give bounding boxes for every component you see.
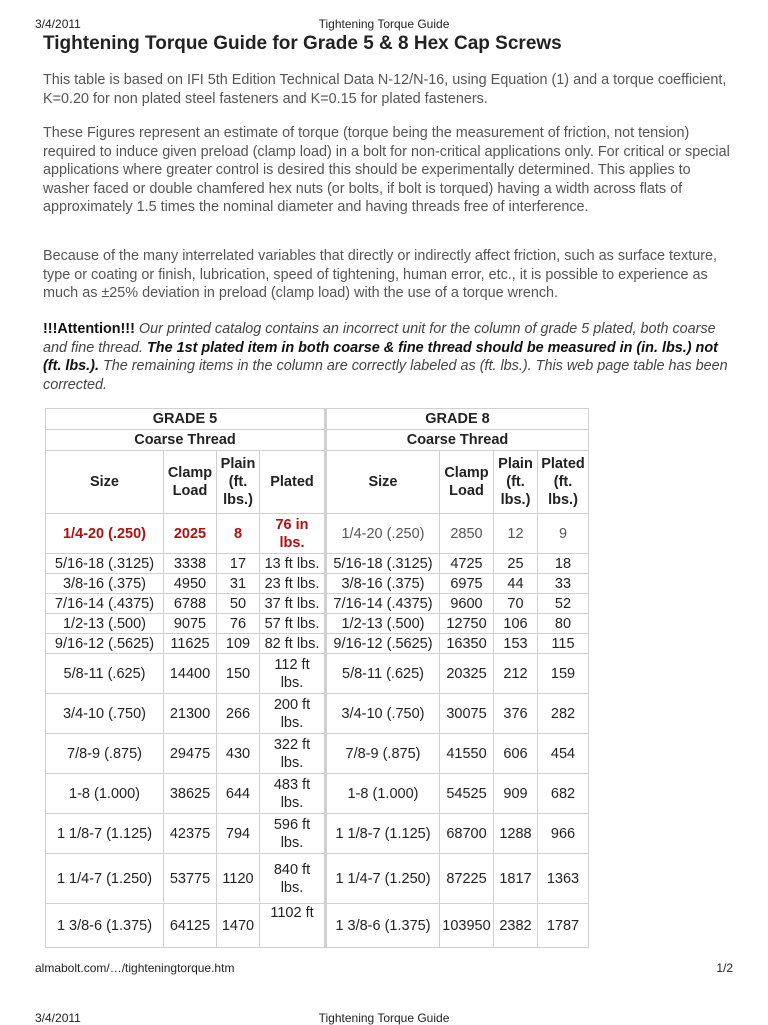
table-cell: 14400: [164, 654, 217, 694]
table-cell: 1 1/8-7 (1.125): [46, 814, 164, 854]
table-cell: 1-8 (1.000): [326, 774, 440, 814]
table-cell: 1817: [494, 854, 538, 904]
attention-text-1: Our printed catalog contains an incorrect unit for the column of grade 5 plated, both coarse and fine thread.: [43, 321, 716, 356]
table-cell: 5/8-11 (.625): [46, 654, 164, 694]
column-header-row: [46, 451, 589, 514]
table-cell: 70: [494, 594, 538, 614]
table-cell: 1120: [217, 854, 260, 904]
table-row: [46, 634, 589, 654]
table-cell: 41550: [440, 734, 494, 774]
table-cell: 1 3/8-6 (1.375): [326, 904, 440, 948]
table-cell: 3/8-16 (.375): [46, 574, 164, 594]
table-cell: 1 1/8-7 (1.125): [326, 814, 440, 854]
table-row: [46, 694, 589, 734]
table-cell: 2850: [440, 514, 494, 554]
table-cell: 644: [217, 774, 260, 814]
table-cell: 1363: [538, 854, 589, 904]
intro-paragraph: This table is based on IFI 5th Edition Technical Data N-12/N-16, using Equation (1) and a torque coefficient, K=0.20 for non plated steel fasteners and K=0.15 for plated fasteners.: [43, 72, 727, 107]
table-cell: 5/16-18 (.3125): [46, 554, 164, 574]
table-cell: 483 ft lbs.: [260, 774, 326, 814]
table-cell: 17: [217, 554, 260, 574]
table-cell: 87225: [440, 854, 494, 904]
table-cell: 282: [538, 694, 589, 734]
table-row: [46, 814, 589, 854]
table-cell: 29475: [164, 734, 217, 774]
table-cell: 7/16-14 (.4375): [46, 594, 164, 614]
page-title: Tightening Torque Guide for Grade 5 & 8 Hex Cap Screws: [43, 33, 562, 54]
column-header: Size: [46, 451, 164, 514]
column-header: Plated: [260, 451, 326, 514]
grade8-subtitle: Coarse Thread: [326, 430, 589, 451]
attention-bold-text: The 1st plated item in both coarse & fine thread should be measured in (in. lbs.) not (ft. lbs.).: [43, 339, 718, 374]
table-cell: 2025: [164, 514, 217, 554]
table-cell: 31: [217, 574, 260, 594]
table-row: [46, 904, 589, 948]
table-cell: 115: [538, 634, 589, 654]
table-cell: 30075: [440, 694, 494, 734]
table-cell: 3/8-16 (.375): [326, 574, 440, 594]
table-cell: 9/16-12 (.5625): [326, 634, 440, 654]
table-cell: 64125: [164, 904, 217, 948]
table-cell: 1-8 (1.000): [46, 774, 164, 814]
table-cell: 16350: [440, 634, 494, 654]
table-cell: 1 1/4-7 (1.250): [46, 854, 164, 904]
table-cell: 38625: [164, 774, 217, 814]
grade5-subtitle: Coarse Thread: [46, 430, 326, 451]
table-cell: 12: [494, 514, 538, 554]
table-row: [46, 654, 589, 694]
table-cell: 376: [494, 694, 538, 734]
table-cell: 50: [217, 594, 260, 614]
table-cell: 3/4-10 (.750): [46, 694, 164, 734]
table-cell: 52: [538, 594, 589, 614]
torque-table: [45, 408, 589, 948]
table-cell: 82 ft lbs.: [260, 634, 326, 654]
column-header: Clamp Load: [164, 451, 217, 514]
table-cell: 1102 ft: [260, 904, 326, 948]
table-cell: 42375: [164, 814, 217, 854]
table-row: [46, 854, 589, 904]
table-cell: 76: [217, 614, 260, 634]
table-cell: 9/16-12 (.5625): [46, 634, 164, 654]
next-page-date: 3/4/2011: [35, 1011, 81, 1025]
footer-page-number: 1/2: [716, 961, 733, 975]
grade5-title: GRADE 5: [46, 409, 326, 430]
table-cell: 3338: [164, 554, 217, 574]
column-header: Size: [326, 451, 440, 514]
table-cell: 20325: [440, 654, 494, 694]
table-cell: 596 ft lbs.: [260, 814, 326, 854]
estimate-paragraph: These Figures represent an estimate of torque (torque being the measurement of friction, not tension) required to induce given preload (clamp load) in a bolt for non-critical applications only. For critical or special applications where greater control is desired this should be experimentally determined. This applies to washer faced or double chamfered hex nuts (or bolts, if bolt is torqued) having a width across flats of approximately 1.5 times the nominal diameter and having threads free of interference.: [43, 125, 730, 215]
next-page-title: Tightening Torque Guide: [318, 1011, 450, 1025]
table-cell: 33: [538, 574, 589, 594]
table-cell: 9075: [164, 614, 217, 634]
table-row: [46, 774, 589, 814]
table-cell: 840 ft lbs.: [260, 854, 326, 904]
table-cell: 106: [494, 614, 538, 634]
table-cell: 12750: [440, 614, 494, 634]
table-cell: 1 3/8-6 (1.375): [46, 904, 164, 948]
table-cell: 18: [538, 554, 589, 574]
table-row: [46, 514, 589, 554]
table-cell: 25: [494, 554, 538, 574]
table-cell: 112 ft lbs.: [260, 654, 326, 694]
table-cell: 682: [538, 774, 589, 814]
table-cell: 23 ft lbs.: [260, 574, 326, 594]
table-cell: 966: [538, 814, 589, 854]
table-cell: 5/16-18 (.3125): [326, 554, 440, 574]
table-cell: 1470: [217, 904, 260, 948]
table-row: [46, 594, 589, 614]
table-cell: 76 in lbs.: [260, 514, 326, 554]
column-header: Plated (ft. lbs.): [538, 451, 589, 514]
table-cell: 109: [217, 634, 260, 654]
table-cell: 103950: [440, 904, 494, 948]
table-cell: 21300: [164, 694, 217, 734]
table-row: [46, 574, 589, 594]
grade8-title: GRADE 8: [326, 409, 589, 430]
table-cell: 57 ft lbs.: [260, 614, 326, 634]
table-cell: 6788: [164, 594, 217, 614]
table-cell: 37 ft lbs.: [260, 594, 326, 614]
table-cell: 54525: [440, 774, 494, 814]
table-cell: 53775: [164, 854, 217, 904]
table-cell: 1/4-20 (.250): [326, 514, 440, 554]
table-cell: 9600: [440, 594, 494, 614]
attention-label: !!!Attention!!!: [43, 321, 135, 337]
table-cell: 7/8-9 (.875): [326, 734, 440, 774]
column-header: Plain (ft. lbs.): [494, 451, 538, 514]
attention-note: [43, 320, 733, 394]
table-cell: 6975: [440, 574, 494, 594]
table-cell: 606: [494, 734, 538, 774]
thread-header-row: [46, 430, 589, 451]
print-date: 3/4/2011: [35, 17, 81, 31]
table-cell: 7/8-9 (.875): [46, 734, 164, 774]
table-cell: 159: [538, 654, 589, 694]
table-cell: 1 1/4-7 (1.250): [326, 854, 440, 904]
table-cell: 1288: [494, 814, 538, 854]
table-cell: 200 ft lbs.: [260, 694, 326, 734]
table-cell: 212: [494, 654, 538, 694]
table-cell: 1/2-13 (.500): [46, 614, 164, 634]
table-cell: 8: [217, 514, 260, 554]
print-title: Tightening Torque Guide: [318, 17, 450, 31]
table-cell: 322 ft lbs.: [260, 734, 326, 774]
table-cell: 430: [217, 734, 260, 774]
table-cell: 80: [538, 614, 589, 634]
table-cell: 7/16-14 (.4375): [326, 594, 440, 614]
table-cell: 4725: [440, 554, 494, 574]
table-cell: 13 ft lbs.: [260, 554, 326, 574]
table-cell: 794: [217, 814, 260, 854]
table-cell: 1/2-13 (.500): [326, 614, 440, 634]
column-header: Plain (ft. lbs.): [217, 451, 260, 514]
table-cell: 266: [217, 694, 260, 734]
table-cell: 1/4-20 (.250): [46, 514, 164, 554]
table-cell: 2382: [494, 904, 538, 948]
column-header: Clamp Load: [440, 451, 494, 514]
table-row: [46, 734, 589, 774]
variables-paragraph: Because of the many interrelated variables that directly or indirectly affect friction, such as surface texture, type or coating or finish, lubrication, speed of tightening, human error, etc., it is possible to experience as much as ±25% deviation in preload (clamp load) with the use of a torque wrench.: [43, 248, 718, 301]
table-cell: 1787: [538, 904, 589, 948]
table-cell: 909: [494, 774, 538, 814]
table-cell: 44: [494, 574, 538, 594]
table-row: [46, 554, 589, 574]
table-cell: 4950: [164, 574, 217, 594]
table-cell: 68700: [440, 814, 494, 854]
grade-header-row: [46, 409, 589, 430]
table-cell: 11625: [164, 634, 217, 654]
table-row: [46, 614, 589, 634]
table-cell: 5/8-11 (.625): [326, 654, 440, 694]
table-cell: 3/4-10 (.750): [326, 694, 440, 734]
table-cell: 150: [217, 654, 260, 694]
table-cell: 153: [494, 634, 538, 654]
attention-text-2: The remaining items in the column are correctly labeled as (ft. lbs.). This web page table has been corrected.: [43, 358, 728, 393]
table-cell: 454: [538, 734, 589, 774]
footer-url: almabolt.com/…/tighteningtorque.htm: [35, 961, 235, 975]
table-cell: 9: [538, 514, 589, 554]
